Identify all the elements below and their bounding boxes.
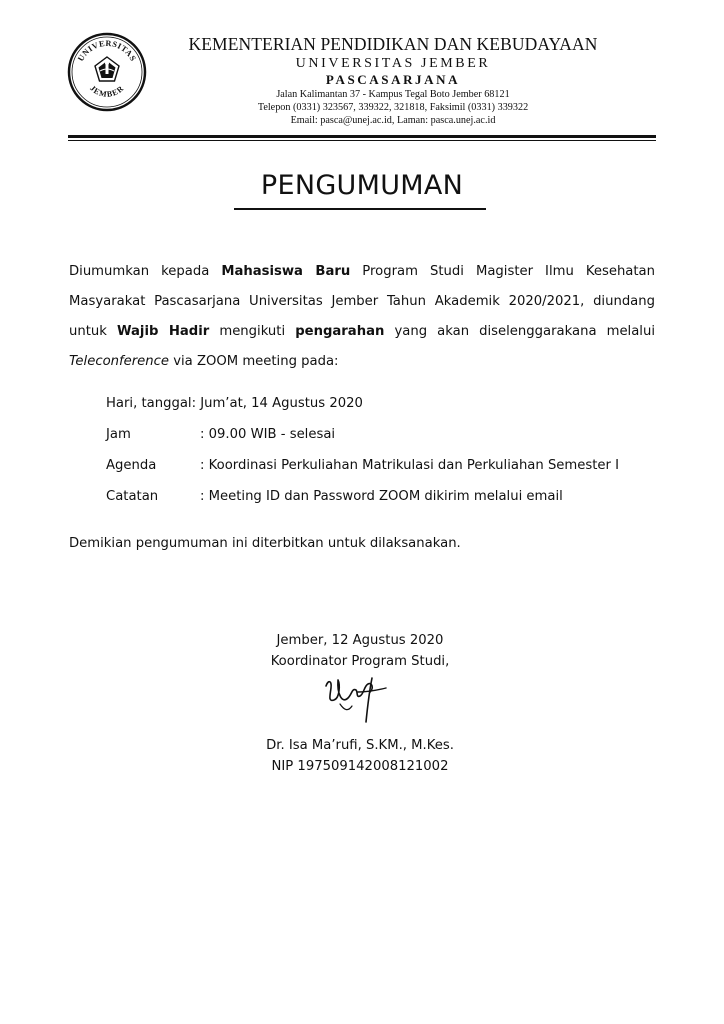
page-title: PENGUMUMAN: [260, 170, 464, 201]
detail-row-time: [106, 424, 335, 446]
detail-row-note: [106, 486, 563, 508]
para-text-2: Program Studi Magister Ilmu Kesehatan Masyarakat Pascasarjana Universitas Jember Tahun Akademik 2020/2021, diundang untuk: [69, 264, 655, 339]
signer-position: Koordinator Program Studi,: [270, 654, 450, 669]
para-bold-audience: Mahasiswa Baru: [221, 264, 351, 279]
letterhead: [152, 34, 634, 127]
detail-value: : Koordinasi Perkuliahan Matrikulasi dan Perkuliahan Semester I: [200, 458, 620, 473]
contact-line: Email: pasca@unej.ac.id, Laman: pasca.unej.ac.id: [290, 115, 496, 126]
para-italic-teleconference: Teleconference: [69, 354, 170, 369]
logo-text-bottom: JEMBER: [88, 83, 126, 99]
detail-value: : Jum’at, 14 Agustus 2020: [191, 396, 363, 411]
detail-label: Catatan: [106, 489, 159, 504]
address-line: Jalan Kalimantan 37 - Kampus Tegal Boto Jember 68121: [276, 89, 510, 100]
place-date: Jember, 12 Agustus 2020: [276, 633, 444, 648]
announcement-paragraph: [69, 257, 655, 377]
letterhead-divider-thin: [68, 140, 656, 141]
detail-label: Jam: [106, 427, 131, 442]
faculty-name: PASCASARJANA: [325, 72, 461, 87]
university-name: UNIVERSITAS JEMBER: [295, 56, 491, 71]
signer-name: Dr. Isa Ma’rufi, S.KM., M.Kes.: [266, 738, 454, 753]
logo-text-top: UNIVERSITAS: [76, 38, 138, 63]
para-bold-mandatory: Wajib Hadir: [116, 324, 210, 339]
detail-value: : Meeting ID dan Password ZOOM dikirim melalui email: [200, 489, 563, 504]
ministry-name: KEMENTERIAN PENDIDIKAN DAN KEBUDAYAAN: [188, 34, 598, 54]
detail-value: : 09.00 WIB - selesai: [200, 427, 336, 442]
detail-label: Hari, tanggal: [106, 396, 192, 411]
detail-row-agenda: [106, 455, 619, 477]
signer-nip: NIP 197509142008121002: [271, 759, 449, 774]
detail-row-date: [106, 393, 363, 415]
phone-line: Telepon (0331) 323567, 339322, 321818, Faksimil (0331) 339322: [257, 102, 529, 113]
para-text-1: Diumumkan kepada: [69, 264, 222, 279]
svg-text:JEMBER: [88, 84, 126, 99]
handwritten-signature: [318, 670, 390, 728]
para-text-3: mengikuti: [209, 324, 296, 339]
title-underline: [234, 208, 486, 210]
para-text-4: yang akan diselenggarakana melalui: [384, 324, 655, 339]
para-text-5: via ZOOM meeting pada:: [169, 354, 339, 369]
para-bold-briefing: pengarahan: [295, 324, 385, 339]
letterhead-divider-thick: [68, 135, 656, 138]
university-logo-icon: [66, 31, 148, 113]
detail-label: Agenda: [106, 458, 157, 473]
closing-statement: Demikian pengumuman ini diterbitkan untuk dilaksanakan.: [69, 536, 461, 551]
